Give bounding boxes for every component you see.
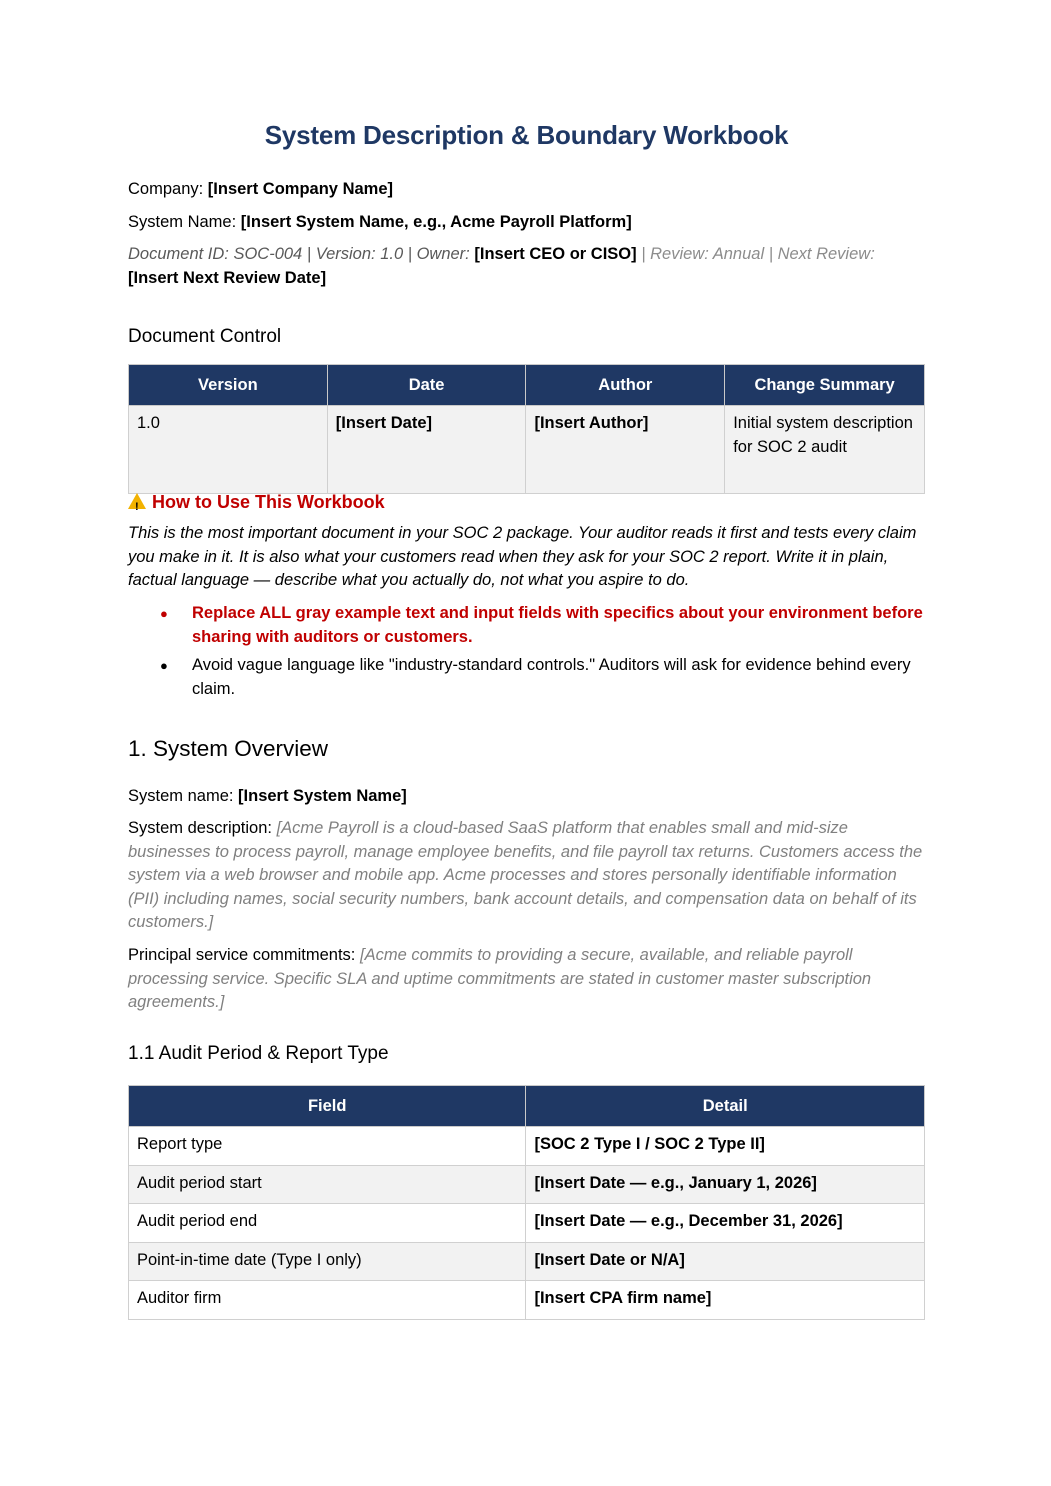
system-name-label: System Name:	[128, 213, 241, 231]
table-cell: 1.0	[129, 406, 328, 494]
system-description-field	[128, 817, 925, 935]
table-cell: [Insert Date]	[327, 406, 526, 494]
how-to-use-list	[128, 602, 925, 706]
table-cell: [SOC 2 Type I / SOC 2 Type II]	[526, 1127, 925, 1166]
doc-id-text: Document ID: SOC-004 | Version: 1.0 | Owner:	[128, 245, 475, 263]
review-text: | Review: Annual | Next Review:	[636, 245, 875, 263]
owner-value: [Insert CEO or CISO]	[474, 245, 637, 263]
table-cell: Audit period end	[129, 1204, 526, 1243]
how-to-use-intro: This is the most important document in your SOC 2 package. Your auditor reads it first and tests every claim you make in it. It is also what your customers read when they ask for your SOC 2 report. Write it in plain, factual language — describe what you actually do, not what you aspire to do.	[128, 524, 917, 589]
document-control-heading: Document Control	[128, 326, 282, 347]
system-name-field	[128, 785, 925, 809]
table-cell: [Insert Author]	[526, 406, 725, 494]
table-header-row	[129, 1086, 925, 1127]
warning-icon	[128, 493, 146, 509]
document-control-table	[128, 364, 925, 494]
next-review-value: [Insert Next Review Date]	[128, 268, 327, 287]
table-cell: [Insert Date — e.g., January 1, 2026]	[526, 1165, 925, 1204]
table-row	[129, 1127, 925, 1166]
how-to-use-heading	[128, 490, 385, 514]
table-header-row	[129, 365, 925, 406]
table-row	[129, 1242, 925, 1281]
column-header: Change Summary	[725, 365, 925, 406]
system-name-value: [Insert System Name, e.g., Acme Payroll Platform]	[240, 213, 632, 231]
field-value: [Insert System Name]	[238, 787, 407, 805]
field-label: Principal service commitments:	[128, 946, 360, 964]
system-name-line	[128, 210, 632, 234]
field-value: [Acme commits to providing a secure, available, and reliable payroll processing service. Specific SLA and uptime commitments are stated in customer master subscription agreements.]	[128, 946, 872, 1011]
table-cell: [Insert CPA firm name]	[526, 1281, 925, 1320]
table-row	[129, 1165, 925, 1204]
table-cell: Auditor firm	[129, 1281, 526, 1320]
audit-period-heading: 1.1 Audit Period & Report Type	[128, 1043, 389, 1064]
page-title: System Description & Boundary Workbook	[264, 120, 789, 150]
service-commitments-field	[128, 944, 925, 1015]
field-value: [Acme Payroll is a cloud-based SaaS platform that enables small and mid-size businesses to process payroll, manage employee benefits, and file payroll tax returns. Customers access the system via a web browser and mobile app. Acme processes and stores personally identifiable information (PII) including names, social security numbers, bank account details, and compensation data on behalf of its customers.]	[128, 819, 923, 931]
table-row	[129, 406, 925, 494]
column-header: Detail	[526, 1086, 925, 1127]
column-header: Version	[129, 365, 328, 406]
table-cell: Report type	[129, 1127, 526, 1166]
table-row	[129, 1204, 925, 1243]
company-label: Company:	[128, 180, 208, 198]
table-cell: [Insert Date — e.g., December 31, 2026]	[526, 1204, 925, 1243]
document-metadata	[128, 243, 925, 290]
audit-period-table	[128, 1085, 925, 1320]
column-header: Date	[327, 365, 526, 406]
list-item: ● Avoid vague language like "industry-standard controls." Auditors will ask for evidence behind every claim.	[128, 654, 925, 701]
how-to-use-label: How to Use This Workbook	[152, 492, 385, 512]
table-cell: [Insert Date or N/A]	[526, 1242, 925, 1281]
field-label: System description:	[128, 819, 277, 837]
table-cell: Point-in-time date (Type I only)	[129, 1242, 526, 1281]
table-cell: Audit period start	[129, 1165, 526, 1204]
company-line	[128, 177, 393, 201]
table-row	[129, 1281, 925, 1320]
column-header: Author	[526, 365, 725, 406]
list-item: ● Replace ALL gray example text and input fields with specifics about your environment before sharing with auditors or customers.	[128, 602, 925, 649]
system-overview-heading: 1. System Overview	[128, 736, 329, 761]
table-cell: Initial system description for SOC 2 audit	[725, 406, 925, 494]
column-header: Field	[129, 1086, 526, 1127]
company-value: [Insert Company Name]	[207, 180, 394, 198]
field-label: System name:	[128, 787, 239, 805]
